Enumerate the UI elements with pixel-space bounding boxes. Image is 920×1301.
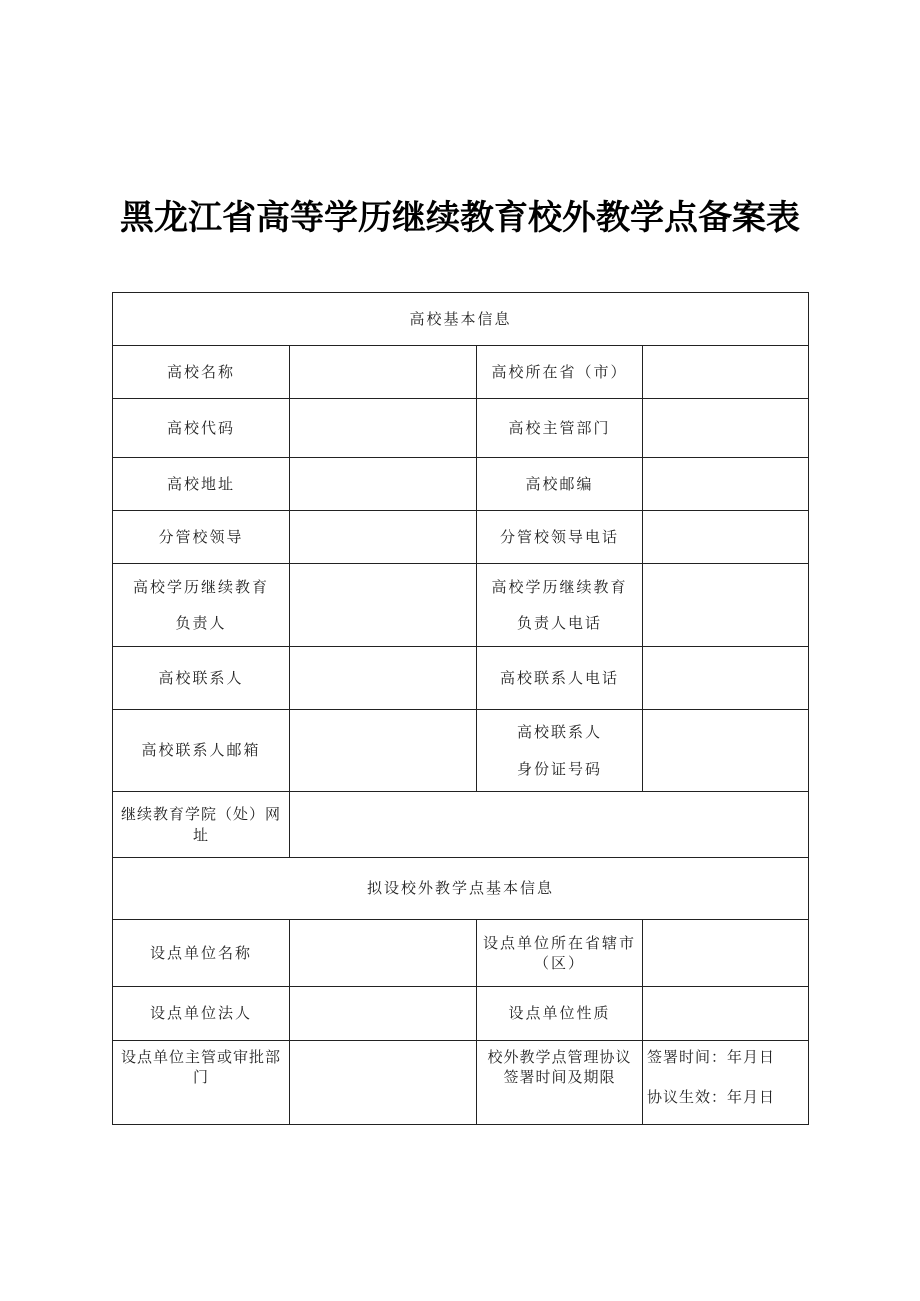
value-contact-email[interactable] [290,710,477,792]
label-contact-id [477,710,643,792]
value-leader[interactable] [290,511,477,564]
value-university-name[interactable] [290,346,477,399]
value-contact[interactable] [290,647,477,710]
label-site-city-line1: 设点单位所在省辖市 [482,933,636,952]
value-ce-director-phone[interactable] [643,564,809,647]
label-leader-phone: 分管校领导电话 [477,511,643,564]
label-contact-email: 高校联系人邮箱 [113,710,290,792]
label-site-authority [113,1041,290,1125]
label-ce-director-line1: 高校学历继续教育 [132,577,269,596]
label-university-province: 高校所在省（市） [477,346,643,399]
filing-form-table [112,292,809,1125]
value-university-province[interactable] [643,346,809,399]
label-ce-director-phone-line1: 高校学历继续教育 [491,577,628,596]
agreement-signed-date: 签署时间：年月日 [647,1048,776,1066]
value-site-nature[interactable] [643,987,809,1041]
label-university-authority: 高校主管部门 [477,399,643,458]
label-site-nature: 设点单位性质 [477,987,643,1041]
section-header-site: 拟设校外教学点基本信息 [113,858,809,920]
value-university-address[interactable] [290,458,477,511]
label-ce-director [113,564,290,647]
value-ce-director[interactable] [290,564,477,647]
value-leader-phone[interactable] [643,511,809,564]
value-site-authority[interactable] [290,1041,477,1125]
label-site-authority-line1: 设点单位主管或审批部 [120,1048,281,1066]
label-ce-director-phone [477,564,643,647]
value-university-postcode[interactable] [643,458,809,511]
label-contact-phone: 高校联系人电话 [477,647,643,710]
form-title: 黑龙江省高等学历继续教育校外教学点备案表 [120,198,800,238]
value-contact-phone[interactable] [643,647,809,710]
label-agreement [477,1041,643,1125]
label-ce-director-phone-line2: 负责人电话 [516,614,602,632]
value-agreement-dates[interactable] [643,1041,809,1125]
section-header-university: 高校基本信息 [113,293,809,346]
value-site-city[interactable] [643,920,809,987]
value-university-code[interactable] [290,399,477,458]
label-leader: 分管校领导 [113,511,290,564]
label-university-code: 高校代码 [113,399,290,458]
value-site-name[interactable] [290,920,477,987]
label-ce-website [113,792,290,858]
value-contact-id[interactable] [643,710,809,792]
label-site-city-line2: （区） [533,954,585,972]
value-university-authority[interactable] [643,399,809,458]
label-university-postcode: 高校邮编 [477,458,643,511]
label-contact: 高校联系人 [113,647,290,710]
label-university-address: 高校地址 [113,458,290,511]
label-agreement-line1: 校外教学点管理协议 [487,1048,632,1066]
label-contact-id-line2: 身份证号码 [516,759,602,778]
label-contact-id-line1: 高校联系人 [516,723,602,742]
value-ce-website[interactable] [290,792,809,858]
agreement-effective-date: 协议生效：年月日 [647,1088,776,1107]
label-site-city [477,920,643,987]
label-site-legal-rep: 设点单位法人 [113,987,290,1041]
label-ce-website-line2: 址 [192,825,209,844]
value-site-legal-rep[interactable] [290,987,477,1041]
label-ce-website-line1: 继续教育学院（处）网 [120,805,281,824]
label-site-name: 设点单位名称 [113,920,290,987]
label-site-authority-line2: 门 [192,1068,209,1087]
label-agreement-line2: 签署时间及期限 [503,1068,616,1087]
label-ce-director-line2: 负责人 [175,614,227,632]
label-university-name: 高校名称 [113,346,290,399]
